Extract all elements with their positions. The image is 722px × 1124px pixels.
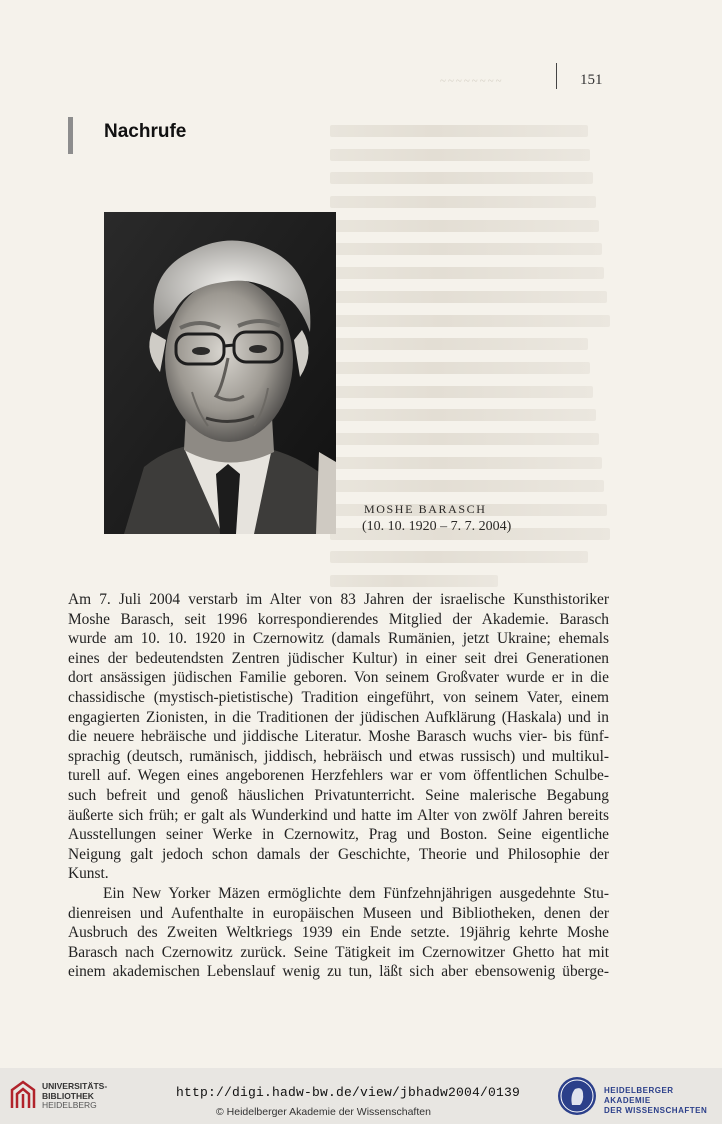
bleed-line <box>330 243 602 255</box>
text-line: such befreit und genoß häuslichen Privatunterricht. Seine malerische Begabung <box>68 786 609 804</box>
text-line: engagierten Zionisten, in die Traditionen der jüdischen Aufklärung (Haskala) und in <box>68 708 609 726</box>
text-line: sprachig (deutsch, rumänisch, jiddisch, hebräisch und etwas russisch) und multikul- <box>68 747 609 765</box>
university-library-logo-icon <box>10 1080 36 1110</box>
academy-line-1: HEIDELBERGER AKADEMIE <box>604 1086 674 1105</box>
text-line: turell auf. Wegen eines angeborenen Herzfehlers war er vom öffentlichen Schulbe- <box>68 767 609 785</box>
text-line: Moshe Barasch, seit 1996 korrespondierendes Mitglied der Akademie. Barasch <box>68 610 609 628</box>
portrait-photo <box>104 212 336 534</box>
bleed-line <box>330 362 590 374</box>
text-line-final: Kunst. <box>68 865 109 883</box>
text-line: Ausstellungen seiner Werke in Czernowitz, Prag und Boston. Seine eigentliche <box>68 826 609 844</box>
bleed-line <box>330 433 599 445</box>
text-line: die neuere hebräische und jiddische Literatur. Moshe Barasch wuchs vier- bis fünf- <box>68 728 609 746</box>
university-library-name <box>42 1082 107 1111</box>
footer-bar <box>0 1068 722 1124</box>
bleed-line <box>330 196 596 208</box>
bleed-line <box>330 551 588 563</box>
text-line: wurde am 10. 10. 1920 in Czernowitz (damals Rumänien, jetzt Ukraine; ehemals <box>68 630 609 648</box>
text-line: Am 7. Juli 2004 verstarb im Alter von 83 Jahren der israelische Kunsthistoriker <box>68 591 609 608</box>
bleed-line <box>330 291 607 303</box>
header-divider <box>556 63 557 89</box>
text-line: äußerte sich früh; er galt als Wunderkind und hatte im Alter von zwölf Jahren bereits <box>68 806 609 824</box>
academy-line-2: DER WISSENSCHAFTEN <box>604 1106 708 1115</box>
text-line: Neigung galt jedoch schon damals der Geschichte, Theorie und Philosophie der <box>68 845 609 863</box>
bleed-line <box>330 125 588 137</box>
library-line-2: BIBLIOTHEK <box>42 1090 94 1101</box>
body-paragraph <box>68 590 609 884</box>
copyright-notice: © Heidelberger Akademie der Wissenschaften <box>216 1106 431 1118</box>
text-line: Ausbruch des Zweiten Weltkriegs 1939 ein Ende setzte. 19jährig kehrte Moshe <box>68 924 609 942</box>
text-line: Barasch nach Czernowitz zurück. Seine Tätigkeit im Czernowitzer Ghetto hat mit <box>68 943 609 961</box>
library-line-1: UNIVERSITÄTS- <box>42 1081 108 1091</box>
caption-name: MOSHE BARASCH <box>364 502 487 516</box>
bleed-line <box>330 338 588 350</box>
academy-name <box>604 1086 722 1116</box>
bleed-through-running-head: ~~~~~~~~ <box>440 75 504 87</box>
permalink-url[interactable]: http://digi.hadw-bw.de/view/jbhadw2004/0139 <box>176 1085 521 1100</box>
bleed-line <box>330 575 498 587</box>
bleed-line <box>330 386 593 398</box>
academy-seal-icon <box>558 1077 596 1115</box>
portrait-illustration <box>104 212 336 534</box>
bleed-line <box>330 315 610 327</box>
bleed-line <box>330 457 602 469</box>
text-line: dort ansässigen jüdischen Familie geboren. Von seinem Großvater wurde er in die <box>68 669 609 687</box>
bleed-line <box>330 480 604 492</box>
library-line-3: HEIDELBERG <box>42 1100 97 1110</box>
bleed-line <box>330 220 599 232</box>
section-marker-bar <box>68 117 73 154</box>
text-line: eines der bedeutendsten Zentren jüdischer Kultur) in einer seit drei Generationen <box>68 649 609 667</box>
bleed-line <box>330 267 604 279</box>
body-paragraph <box>68 884 609 982</box>
bleed-line <box>330 409 596 421</box>
bleed-line <box>330 149 590 161</box>
text-line: einem akademischen Lebenslauf wenig zu tun, läßt sich aber ebensowenig überge- <box>68 963 609 981</box>
page-number: 151 <box>580 72 603 88</box>
text-line: dienreisen und Aufenthalte in europäischen Museen und Bibliotheken, denen der <box>68 904 609 922</box>
text-line: chassidische (mystisch-pietistische) Tradition eingeführt, von seinem Vater, einem <box>68 688 609 706</box>
text-line: Ein New Yorker Mäzen ermöglichte dem Fünfzehnjährigen ausgedehnte Stu- <box>103 884 609 902</box>
bleed-line <box>330 172 593 184</box>
caption-dates: (10. 10. 1920 – 7. 7. 2004) <box>362 519 512 534</box>
obituary-body <box>68 590 609 982</box>
section-title: Nachrufe <box>104 121 187 142</box>
